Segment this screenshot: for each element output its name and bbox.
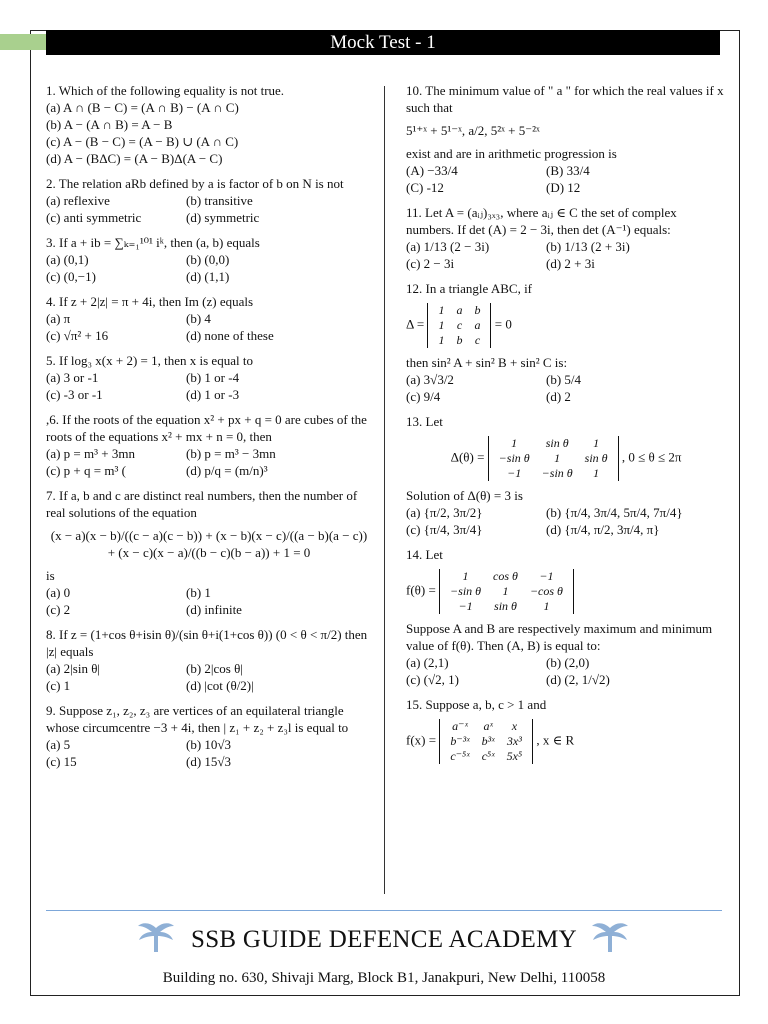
determinant-lhs: Δ(θ) = [450, 449, 485, 465]
determinant-rhs: , 0 ≤ θ ≤ 2π [621, 449, 682, 465]
question-stem: 14. Let [406, 547, 443, 562]
options [46, 369, 372, 403]
question-3 [46, 234, 372, 285]
options [406, 504, 726, 538]
option: (d) 2 [546, 389, 571, 404]
matrix-cell: c⁵ˣ [481, 749, 495, 763]
matrix-cell: b [456, 333, 463, 347]
left-column [46, 82, 372, 778]
option: (c) anti symmetric [46, 210, 142, 225]
question-stem: 3. If a + ib = ∑ₖ₌₁¹⁰¹ iᵏ, then (a, b) equals [46, 235, 260, 250]
option: (c) 1 [46, 678, 71, 693]
matrix-cell: c [474, 333, 481, 347]
question-stem: 11. Let A = (aᵢⱼ)₃ₓ₃, where aᵢⱼ ∈ C the set of complex numbers. If det (A) = 2 − 3i, then det (A⁻¹) equals: [406, 205, 677, 237]
question-text: Solution of Δ(θ) = 3 is [406, 488, 523, 503]
matrix-cell: sin θ [494, 599, 517, 613]
academy-name: SSB GUIDE DEFENCE ACADEMY [190, 926, 577, 953]
question-12 [406, 280, 726, 405]
question-stem: 1. Which of the following equality is not true. [46, 83, 285, 98]
options [46, 192, 372, 226]
options [46, 99, 372, 167]
matrix-cell: 1 [554, 451, 561, 465]
equation: (x − a)(x − b)/((c − a)(c − b)) + (x − b)(x − c)/((a − b)(a − c)) + (x − c)(x − a)/((b − c)(b − a)) + 1 = 0 [50, 528, 368, 560]
question-text: is [46, 568, 55, 583]
option: (d) 1 or -3 [186, 387, 240, 402]
question-6 [46, 411, 372, 479]
question-stem: 8. If z = (1+cos θ+isin θ)/(sin θ+i(1+cos θ)) (0 < θ < π/2) then |z| equals [46, 627, 368, 659]
academy-address: Building no. 630, Shivaji Marg, Block B1, Janakpuri, New Delhi, 110058 [162, 970, 606, 986]
question-stem: ,6. If the roots of the equation x² + px + q = 0 are cubes of the roots of the equations x² + mx + n = 0, then [46, 412, 367, 444]
option: (b) 1 [186, 585, 211, 600]
determinant-equation [406, 719, 726, 764]
option: (D) 12 [546, 180, 581, 195]
matrix-cell: 1 [502, 584, 509, 598]
option: (b) (2,0) [546, 655, 590, 670]
option: (a) 0 [46, 585, 71, 600]
option: (c) (0,−1) [46, 269, 96, 284]
question-stem: 15. Suppose a, b, c > 1 and [406, 697, 547, 712]
question-8 [46, 626, 372, 694]
right-column [406, 82, 726, 772]
option: (a) (0,1) [46, 252, 89, 267]
page-title: Mock Test - 1 [46, 30, 720, 55]
option: (d) infinite [186, 602, 242, 617]
option: (c) {π/4, 3π/4} [406, 522, 483, 537]
option: (d) 15√3 [186, 754, 232, 769]
question-stem: 2. The relation aRb defined by a is factor of b on N is not [46, 176, 344, 191]
question-stem: 9. Suppose z₁, z₂, z₃ are vertices of an equilateral triangle whose circumcentre −3 + 4i, then | z₁ + z₂ + z₃l is equal to [46, 703, 349, 735]
option: (c) 15 [46, 754, 77, 769]
option: (c) A − (B − C) = (A − B) ∪ (A ∩ C) [46, 134, 239, 149]
question-text: Suppose A and B are respectively maximum and minimum value of f(θ). Then (A, B) is equal to: [406, 621, 713, 653]
determinant-equation [406, 436, 726, 481]
matrix-cell: −1 [458, 599, 473, 613]
options [406, 654, 726, 688]
matrix-cell: a [474, 318, 481, 332]
matrix-cell: 1 [438, 318, 445, 332]
matrix-cell: c [456, 318, 463, 332]
question-13 [406, 413, 726, 538]
matrix-cell: sin θ [584, 451, 608, 465]
question-14 [406, 546, 726, 688]
determinant [488, 436, 619, 481]
option: (b) 5/4 [546, 372, 582, 387]
option: (a) 2|sin θ| [46, 661, 101, 676]
option: (a) 3 or -1 [46, 370, 99, 385]
option: (c) 9/4 [406, 389, 441, 404]
option: (b) A − (A ∩ B) = A − B [46, 117, 173, 132]
option: (b) 10√3 [186, 737, 232, 752]
matrix-cell: 1 [462, 569, 469, 583]
option: (c) (√2, 1) [406, 672, 459, 687]
options [406, 371, 726, 405]
question-4 [46, 293, 372, 344]
option: (B) 33/4 [546, 163, 590, 178]
option: (d) (1,1) [186, 269, 230, 284]
question-stem: 5. If log₃ x(x + 2) = 1, then x is equal to [46, 353, 253, 368]
options [46, 660, 372, 694]
question-2 [46, 175, 372, 226]
determinant-rhs: , x ∈ R [536, 732, 575, 748]
determinant [439, 569, 574, 614]
option: (a) 1/13 (2 − 3i) [406, 239, 490, 254]
option: (a) {π/2, 3π/2} [406, 505, 483, 520]
determinant-equation [406, 303, 726, 348]
question-stem: 4. If z + 2|z| = π + 4i, then Im (z) equals [46, 294, 254, 309]
matrix-cell: 3x³ [506, 734, 522, 748]
question-15 [406, 696, 726, 764]
matrix-cell: −sin θ [541, 466, 573, 480]
options [406, 162, 726, 196]
option: (d) none of these [186, 328, 274, 343]
matrix-cell: 5x⁵ [506, 749, 523, 763]
options [46, 251, 372, 285]
matrix-cell: b³ˣ [481, 734, 495, 748]
matrix-cell: a [456, 303, 463, 317]
matrix-cell: 1 [593, 466, 600, 480]
option: (d) p/q = (m/n)³ [186, 463, 268, 478]
determinant-rhs: = 0 [494, 316, 512, 332]
question-1 [46, 82, 372, 167]
matrix-cell: 1 [438, 333, 445, 347]
option: (d) symmetric [186, 210, 260, 225]
option: (c) p + q = m³ ( [46, 463, 126, 478]
matrix-cell: −sin θ [450, 584, 482, 598]
matrix-cell: −sin θ [498, 451, 530, 465]
option: (c) 2 − 3i [406, 256, 455, 271]
option: (c) √π² + 16 [46, 328, 109, 343]
option: (b) (0,0) [186, 252, 230, 267]
accent-bar [0, 34, 46, 50]
matrix-cell: cos θ [493, 569, 518, 583]
option: (C) -12 [406, 180, 444, 195]
option: (d) |cot (θ/2)| [186, 678, 254, 693]
option: (a) (2,1) [406, 655, 449, 670]
matrix-cell: 1 [543, 599, 550, 613]
options [46, 445, 372, 479]
determinant-lhs: Δ = [406, 316, 425, 332]
question-text: then sin² A + sin² B + sin² C is: [406, 355, 568, 370]
option: (d) A − (BΔC) = (A − B)Δ(A − C) [46, 151, 223, 166]
option: (b) 1 or -4 [186, 370, 240, 385]
option: (a) A ∩ (B − C) = (A ∩ B) − (A ∩ C) [46, 100, 239, 115]
option: (c) 2 [46, 602, 71, 617]
option: (b) 1/13 (2 + 3i) [546, 239, 630, 254]
question-11 [406, 204, 726, 272]
option: (d) 2 + 3i [546, 256, 595, 271]
option: (b) 2|cos θ| [186, 661, 243, 676]
matrix-cell: a⁻ˣ [452, 719, 468, 733]
column-divider [384, 86, 385, 894]
matrix-cell: x [511, 719, 518, 733]
question-stem: 13. Let [406, 414, 443, 429]
question-10 [406, 82, 726, 196]
question-9 [46, 702, 372, 770]
option: (a) 5 [46, 737, 71, 752]
determinant [439, 719, 533, 764]
option: (d) {π/4, π/2, 3π/4, π} [546, 522, 660, 537]
determinant-lhs: f(x) = [406, 732, 437, 748]
matrix-cell: 1 [511, 436, 518, 450]
question-5 [46, 352, 372, 403]
options [46, 584, 372, 618]
question-stem: 10. The minimum value of " a " for which the real values if x such that [406, 83, 724, 115]
options [46, 736, 372, 770]
option: (a) p = m³ + 3mn [46, 446, 135, 461]
option: (a) π [46, 311, 71, 326]
option: (c) -3 or -1 [46, 387, 103, 402]
question-stem: 12. In a triangle ABC, if [406, 281, 533, 296]
option: (b) p = m³ − 3mn [186, 446, 276, 461]
matrix-cell: −cos θ [529, 584, 563, 598]
matrix-cell: aˣ [483, 719, 493, 733]
determinant-equation [406, 569, 726, 614]
determinant-lhs: f(θ) = [406, 582, 436, 598]
matrix-cell: b [474, 303, 481, 317]
question-stem: 7. If a, b and c are distinct real numbers, then the number of real solutions of the equation [46, 488, 358, 520]
option: (a) 3√3/2 [406, 372, 454, 387]
matrix-cell: −1 [539, 569, 554, 583]
option: (a) reflexive [46, 193, 110, 208]
matrix-cell: 1 [593, 436, 600, 450]
matrix-cell: b⁻³ˣ [450, 734, 470, 748]
option: (d) (2, 1/√2) [546, 672, 610, 687]
matrix-cell: sin θ [545, 436, 569, 450]
matrix-cell: −1 [507, 466, 522, 480]
matrix-cell: c⁻⁵ˣ [450, 749, 470, 763]
option: (b) {π/4, 3π/4, 5π/4, 7π/4} [546, 505, 683, 520]
question-text: exist and are in arithmetic progression is [406, 146, 617, 161]
question-7 [46, 487, 372, 618]
matrix-cell: 1 [438, 303, 445, 317]
option: (A) −33/4 [406, 163, 458, 178]
equation: 5¹⁺ˣ + 5¹⁻ˣ, a/2, 5²ˣ + 5⁻²ˣ [406, 123, 540, 138]
option: (b) transitive [186, 193, 253, 208]
option: (b) 4 [186, 311, 211, 326]
options [406, 238, 726, 272]
footer-rule [46, 910, 722, 911]
options [46, 310, 372, 344]
determinant [427, 303, 491, 348]
